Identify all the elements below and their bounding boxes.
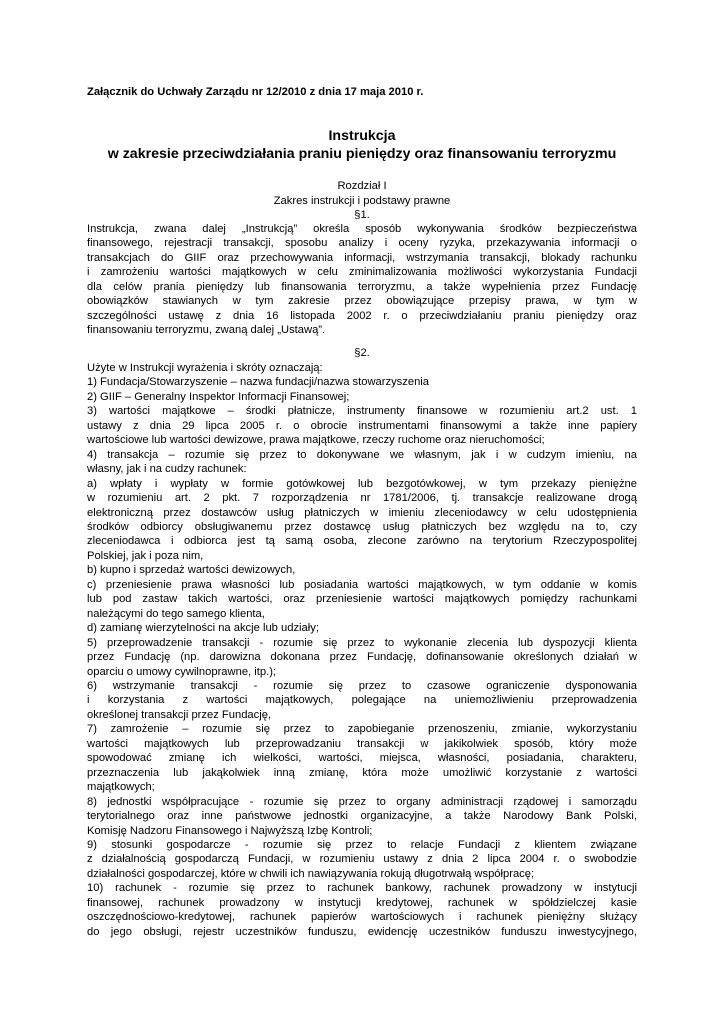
paragraph-line: transakcjach do GIIF oraz przechowywania informacji, wstrzymania transakcji, blokady rachunku [87, 251, 637, 264]
chapter-number: Rozdział I [337, 180, 387, 192]
paragraph-line: i zamrożeniu wartości majątkowych w celu zminimalizowania możliwości wykorzystania Fundacji [87, 266, 637, 279]
paragraph-line: c) przeniesienie prawa własności lub posiadania wartości majątkowych, w tym oddanie w komis [87, 578, 637, 591]
paragraph-line: działalności gospodarczej, które w chwili ich nawiązywania rokują długotrwałą współpracę; [87, 867, 535, 880]
paragraph-line: 10) rachunek - rozumie się przez to rachunek bankowy, rachunek prowadzony w instytucji [87, 882, 637, 895]
paragraph-line: d) zamianę wierzytelności na akcje lub udziały; [87, 622, 319, 635]
paragraph-line: 4) transakcja – rozumie się przez to dokonywane we własnym, jak i w cudzym imieniu, na [87, 448, 637, 461]
paragraph-line: 8) jednostki współpracujące - rozumie się przez to organy administracji rządowej i samorządu [87, 795, 637, 808]
paragraph-line: 2) GIIF – Generalny Inspektor Informacji Finansowej; [87, 390, 350, 403]
document-title [87, 127, 637, 163]
section-1-heading: §1. [354, 209, 370, 221]
paragraph-line: Instrukcja, zwana dalej „Instrukcją” określa sposób wykonywania środków bezpieczeństwa [87, 223, 637, 235]
paragraph-line: finansowej, rachunek prowadzony w instytucji kredytowej, rachunek w spółdzielczej kasie [87, 896, 637, 909]
annex-header: Załącznik do Uchwały Zarządu nr 12/2010 z dnia 17 maja 2010 r. [87, 86, 424, 98]
title-line-2: w zakresie przeciwdziałania praniu pieniędzy oraz finansowaniu terroryzmu [107, 146, 617, 162]
section-1-body [87, 222, 637, 338]
paragraph-line: 7) zamrożenie – rozumie się przez to zapobieganie przenoszeniu, zmianie, wykorzystaniu [87, 723, 637, 736]
paragraph-line: a) wpłaty i wypłaty w formie gotówkowej lub bezgotówkowej, w tym przekazy pieniężne [87, 477, 637, 490]
paragraph-line: przez Fundację (np. darowizna dokonana przez Fundację, dofinansowanie określonych działań w [87, 651, 637, 664]
paragraph-line: 1) Fundacja/Stowarzyszenie – nazwa fundacji/nazwa stowarzyszenia [87, 376, 430, 389]
paragraph-line: dla celów prania pieniędzy lub finansowania terroryzmu, a także wypełnienia przez Fundację [87, 280, 637, 293]
paragraph-line: wartości majątkowych lub przeprowadzaniu transakcji w jakikolwiek sposób, który może [87, 737, 637, 750]
paragraph-line: finansowego, rejestracji transakcji, sposobu analizy i oceny ryzyka, przekazywania informacji o [87, 237, 637, 250]
section-2-heading: §2. [354, 347, 370, 359]
chapter-heading [87, 179, 637, 223]
paragraph-line: oszczędnościowo-kredytowej, rachunek papierów wartościowych i rachunek pieniężny służący [87, 911, 637, 924]
paragraph-line: w rozumieniu art. 2 pkt. 7 rozporządzenia nr 1781/2006, tj. transakcje realizowane drogą [87, 492, 637, 505]
paragraph-line: 9) stosunki gospodarcze - rozumie się przez to relacje Fundacji z klientem związane [87, 838, 637, 851]
paragraph-line: własny, jak i na cudzy rachunek: [87, 463, 247, 476]
paragraph-line: lub pod zastaw takich wartości, oraz przeniesienie wartości majątkowych pomiędzy rachunkami [87, 593, 637, 606]
paragraph-line: finansowaniu terroryzmu, zwaną dalej „Ustawą”. [87, 324, 326, 337]
paragraph-line: Komisję Nadzoru Finansowego i Najwyższą Izbę Kontroli; [87, 824, 373, 837]
paragraph-line: Polskiej, jak i poza nim, [87, 549, 204, 562]
paragraph-line: ustawy z dnia 29 lipca 2005 r. o obrocie instrumentami finansowymi a także inne papiery [87, 419, 637, 432]
paragraph-line: środków odbiorcy obsługiwanemu przez dostawcę usług płatniczych bez względu na to, czy [87, 520, 637, 533]
title-line-1: Instrukcja [328, 128, 396, 144]
paragraph-line: z działalnością gospodarczą Fundacji, w rozumieniu ustawy z dnia 2 lipca 2004 r. o swobodzie [87, 853, 637, 866]
chapter-name: Zakres instrukcji i podstawy prawne [273, 194, 451, 207]
paragraph-line: spowodować zmianę ich wielkości, wartości, miejsca, własności, posiadania, charakteru, [87, 752, 637, 765]
paragraph-line: 6) wstrzymanie transakcji - rozumie się przez to czasowe ograniczenie dysponowania [87, 679, 637, 692]
paragraph-line: elektroniczną przez dostawców usług płatniczych w imieniu zleceniodawcy w celu udostępnienia [87, 506, 637, 519]
paragraph-line: i korzystania z wartości majątkowych, polegające na uniemożliwieniu przeprowadzenia [87, 694, 637, 707]
paragraph-line: oparciu o umowy cywilnoprawne, itp.); [87, 665, 277, 678]
paragraph-line: określonej transakcji przez Fundację, [87, 708, 272, 721]
paragraph-line: obowiązków stawianych w tym zakresie przez obowiązujące przepisy prawa, w tym w [87, 295, 637, 308]
paragraph-line: majątkowych; [87, 781, 155, 794]
section-2-body [87, 361, 637, 939]
paragraph-line: b) kupno i sprzedaż wartości dewizowych, [87, 564, 296, 577]
paragraph-line: wartościowe lub wartości dewizowe, prawa majątkowe, rzeczy ruchome oraz nieruchomości; [87, 434, 545, 447]
paragraph-line: zleceniodawca i odbiorca jest tą samą osoba, zlecone zarówno na terytorium Rzeczypospolitej [87, 535, 637, 548]
paragraph-line: 5) przeprowadzenie transakcji - rozumie się przez to wykonanie zlecenia lub dyspozycji klienta [87, 636, 637, 649]
paragraph-line: 3) wartości majątkowe – środki płatnicze, instrumenty finansowe w rozumieniu art.2 ust. 1 [87, 405, 637, 418]
paragraph-line: terytorialnego oraz inne państwowe jednostki organizacyjne, a także Narodowy Bank Polski, [87, 810, 637, 823]
paragraph-line: szczególności ustawę z dnia 16 listopada 2002 r. o przeciwdziałaniu praniu pieniędzy oraz [87, 309, 637, 322]
paragraph-line: Użyte w Instrukcji wyrażenia i skróty oznaczają: [87, 362, 323, 374]
paragraph-line: do jego obsługi, rejestr uczestników funduszu, ewidencję uczestników funduszu inwestycyjnego, [87, 925, 637, 938]
paragraph-line: należącymi do tego samego klienta, [87, 607, 265, 620]
paragraph-line: przeznaczenia lub jakąkolwiek inną zmianę, która może umożliwić korzystanie z wartości [87, 766, 637, 779]
